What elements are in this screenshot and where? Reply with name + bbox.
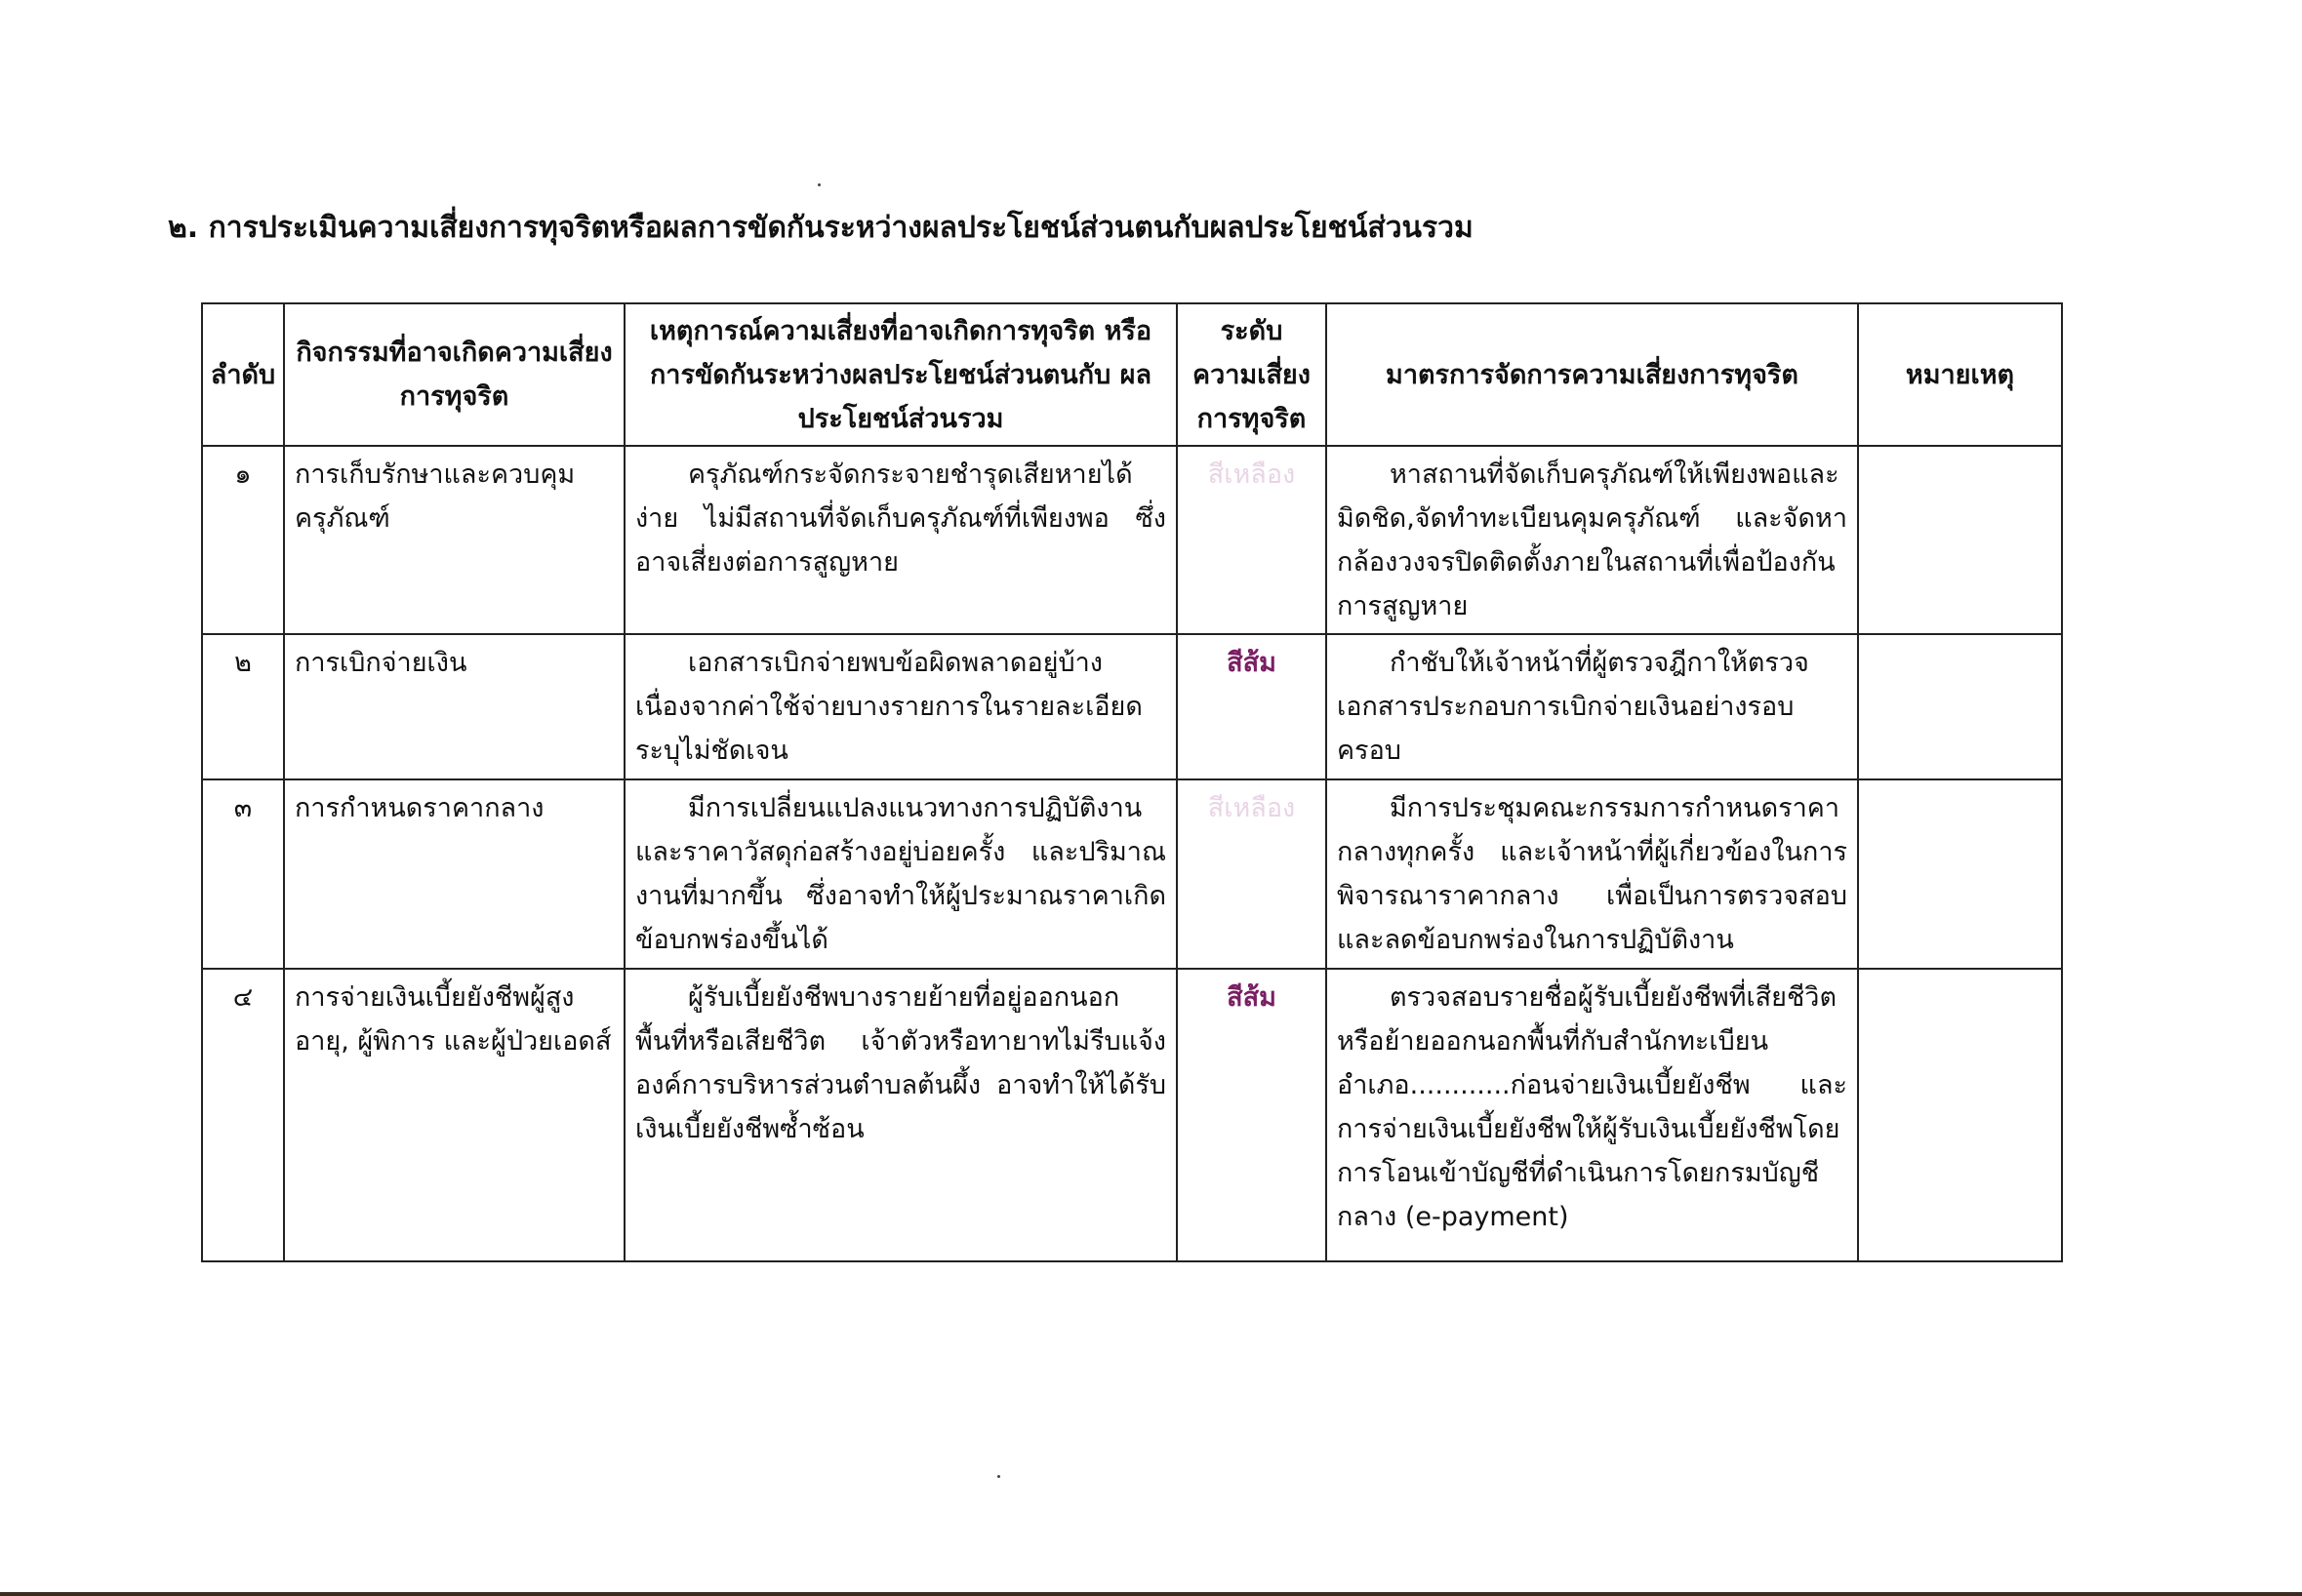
- row-measure-text: หาสถานที่จัดเก็บครุภัณฑ์ให้เพียงพอและมิดชิด,จัดทำทะเบียนคุมครุภัณฑ์ และจัดหากล้องวงจรปิดติดตั้งภายในสถานที่เพื่อป้องกันการสูญหาย: [1337, 459, 1847, 621]
- row-number: ๓: [202, 779, 284, 969]
- row-remark: [1858, 446, 2062, 634]
- row-activity: การจ่ายเงินเบี้ยยังชีพผู้สูงอายุ, ผู้พิการ และผู้ป่วยเอดส์: [284, 969, 625, 1261]
- row-measure-text: มีการประชุมคณะกรรมการกำหนดราคากลางทุกครั้ง และเจ้าหน้าที่ผู้เกี่ยวข้องในการพิจารณาราคากลาง เพื่อเป็นการตรวจสอบและลดข้อบกพร่องในการปฏิบัติงาน: [1337, 793, 1847, 955]
- risk-level-label: สีส้ม: [1227, 982, 1276, 1013]
- table-row: [202, 634, 2062, 779]
- header-activity: กิจกรรมที่อาจเกิดความเสี่ยง การทุจริต: [284, 303, 625, 446]
- row-risk-level: [1177, 446, 1326, 634]
- table-row: [202, 446, 2062, 634]
- row-risk-level: [1177, 779, 1326, 969]
- row-number: ๔: [202, 969, 284, 1261]
- row-number: ๑: [202, 446, 284, 634]
- page-heading: ๒. การประเมินความเสี่ยงการทุจริตหรือผลการขัดกันระหว่างผลประโยชน์ส่วนตนกับผลประโยชน์ส่วนรวม: [168, 211, 1474, 245]
- row-activity: การเก็บรักษาและควบคุม ครุภัณฑ์: [284, 446, 625, 634]
- row-measure: [1326, 634, 1858, 779]
- table-row: [202, 969, 2062, 1261]
- header-level: ระดับ ความเสี่ยง การทุจริต: [1177, 303, 1326, 446]
- row-number: ๒: [202, 634, 284, 779]
- scan-bottom-edge: [0, 1592, 2302, 1596]
- table-header-row: [202, 303, 2062, 446]
- row-event: [625, 779, 1177, 969]
- risk-level-label: สีส้ม: [1227, 648, 1276, 678]
- row-activity: การกำหนดราคากลาง: [284, 779, 625, 969]
- header-no: ลำดับ: [202, 303, 284, 446]
- row-measure: [1326, 779, 1858, 969]
- header-measure: มาตรการจัดการความเสี่ยงการทุจริต: [1326, 303, 1858, 446]
- risk-level-label: สีเหลือง: [1207, 459, 1296, 490]
- row-event-text: มีการเปลี่ยนแปลงแนวทางการปฏิบัติงานและราคาวัสดุก่อสร้างอยู่บ่อยครั้ง และปริมาณงานที่มากขึ้น ซึ่งอาจทำให้ผู้ประมาณราคาเกิดข้อบกพร่องขึ้นได้: [635, 793, 1166, 955]
- row-activity: การเบิกจ่ายเงิน: [284, 634, 625, 779]
- row-event-text: เอกสารเบิกจ่ายพบข้อผิดพลาดอยู่บ้าง เนื่องจากค่าใช้จ่ายบางรายการในรายละเอียดระบุไม่ชัดเจน: [635, 648, 1143, 766]
- row-risk-level: [1177, 969, 1326, 1261]
- header-remark: หมายเหตุ: [1858, 303, 2062, 446]
- row-measure-text: ตรวจสอบรายชื่อผู้รับเบี้ยยังชีพที่เสียชีวิตหรือย้ายออกนอกพื้นที่กับสำนักทะเบียนอำเภอ............ก่อนจ่ายเงินเบี้ยยังชีพ และการจ่ายเงินเบี้ยยังชีพให้ผู้รับเงินเบี้ยยังชีพโดยการโอนเข้าบัญชีที่ดำเนินการโดยกรมบัญชีกลาง (e-payment): [1337, 982, 1847, 1232]
- row-event: [625, 969, 1177, 1261]
- row-measure-text: กำชับให้เจ้าหน้าที่ผู้ตรวจฎีกาให้ตรวจเอกสารประกอบการเบิกจ่ายเงินอย่างรอบครอบ: [1337, 648, 1809, 766]
- row-event-text: ผู้รับเบี้ยยังชีพบางรายย้ายที่อยู่ออกนอกพื้นที่หรือเสียชีวิต เจ้าตัวหรือทายาทไม่รีบแจ้งองค์การบริหารส่วนตำบลต้นผึ้ง อาจทำให้ได้รับเงินเบี้ยยังชีพซ้ำซ้อน: [635, 982, 1166, 1144]
- row-event-text: ครุภัณฑ์กระจัดกระจายชำรุดเสียหายได้ง่าย ไม่มีสถานที่จัดเก็บครุภัณฑ์ที่เพียงพอ ซึ่งอาจเสี่ยงต่อการสูญหาย: [635, 459, 1166, 578]
- scan-speck: [818, 183, 821, 186]
- scan-speck: [997, 1475, 1000, 1478]
- row-event: [625, 446, 1177, 634]
- risk-level-label: สีเหลือง: [1207, 793, 1296, 823]
- row-measure: [1326, 969, 1858, 1261]
- row-risk-level: [1177, 634, 1326, 779]
- row-remark: [1858, 634, 2062, 779]
- row-remark: [1858, 779, 2062, 969]
- row-measure: [1326, 446, 1858, 634]
- row-event: [625, 634, 1177, 779]
- row-remark: [1858, 969, 2062, 1261]
- risk-assessment-table: [201, 302, 2063, 1262]
- header-event: เหตุการณ์ความเสี่ยงที่อาจเกิดการทุจริต หรือการขัดกันระหว่างผลประโยชน์ส่วนตนกับ ผลประโยชน์ส่วนรวม: [625, 303, 1177, 446]
- table-row: [202, 779, 2062, 969]
